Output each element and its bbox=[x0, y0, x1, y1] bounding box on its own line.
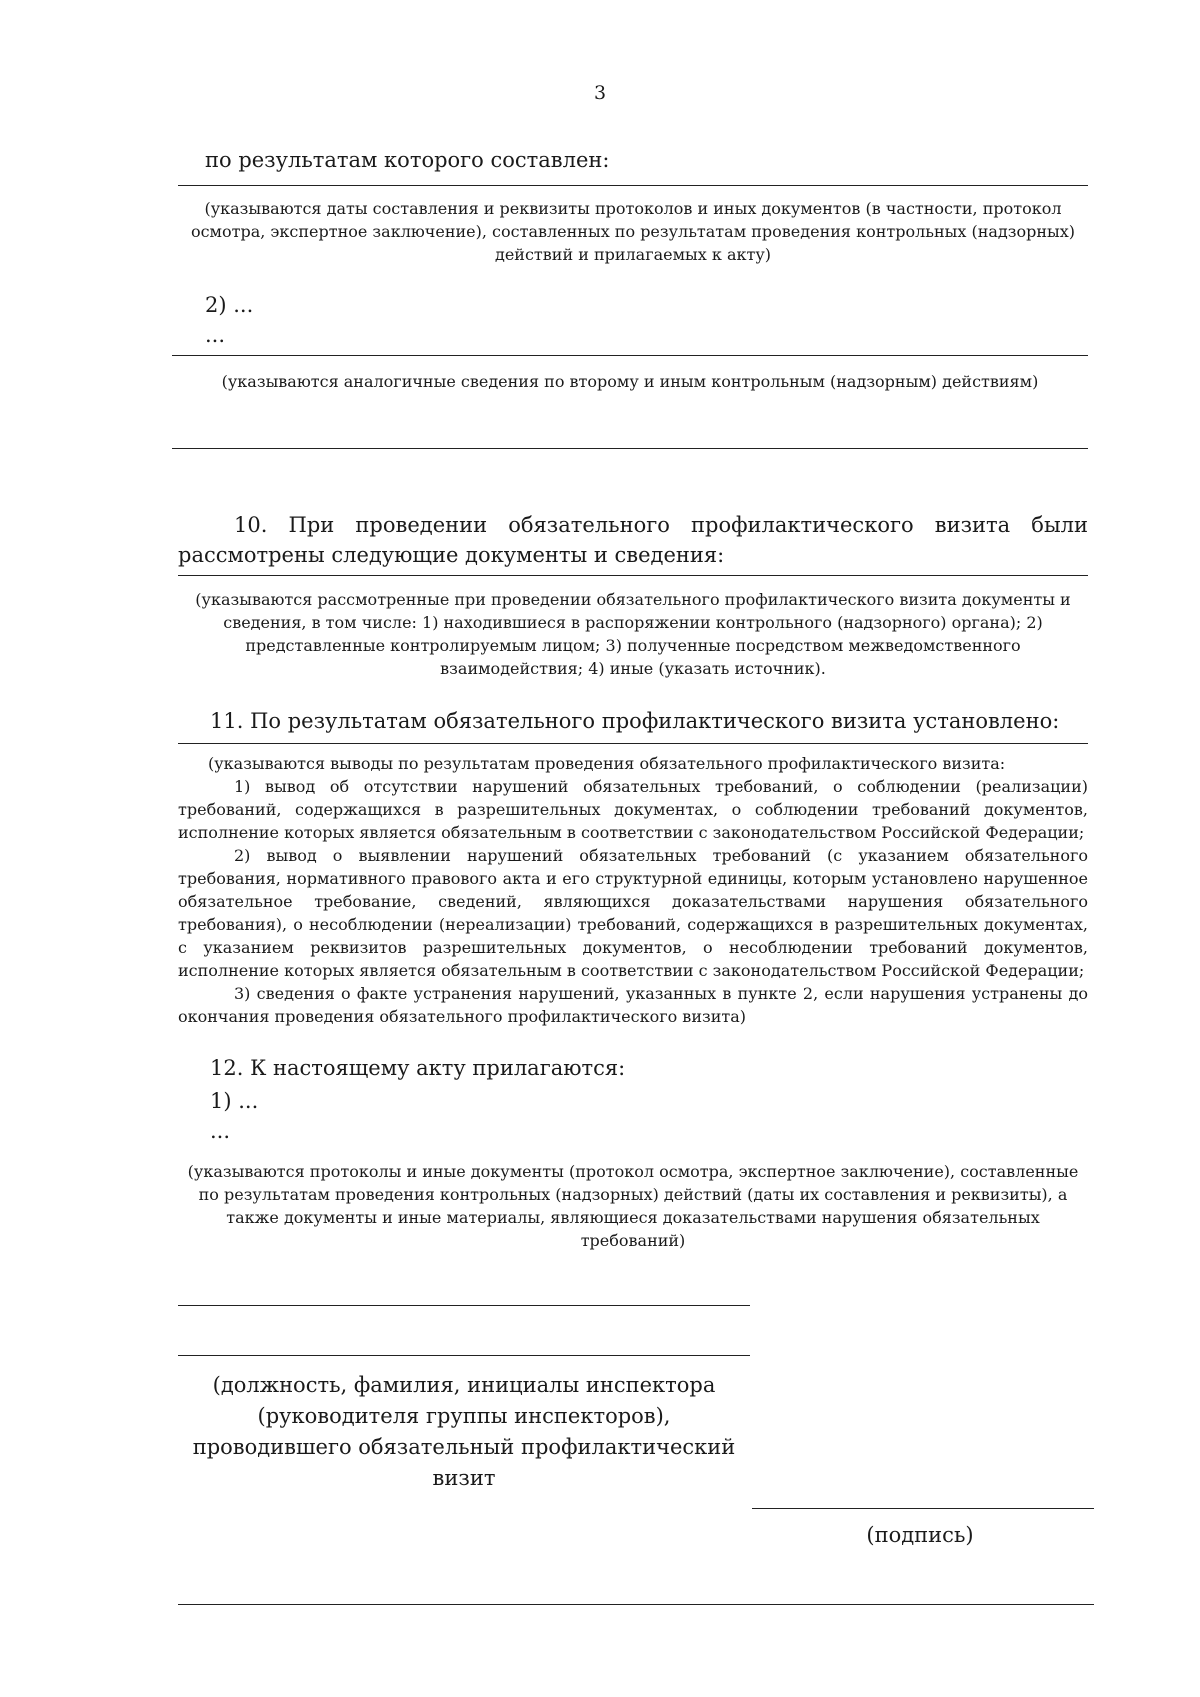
bottom-line bbox=[178, 1604, 1094, 1605]
signature-caption: (подпись) bbox=[866, 1523, 974, 1547]
inspector-caption: (должность, фамилия, инициалы инспектора (руководителя группы инспекторов), проводившего обязательный профилактический визит bbox=[192, 1373, 736, 1490]
signature-line bbox=[178, 1355, 750, 1356]
note-paragraph-3: 3) сведения о факте устранения нарушений, указанных в пункте 2, если нарушения устранены до окончания проведения обязательного профилактического визита) bbox=[178, 984, 1088, 1026]
fill-line bbox=[172, 448, 1088, 449]
note-paragraph-1: 1) вывод об отсутствии нарушений обязательных требований, о соблюдении (реализации) требований, содержащихся в разрешительных документах, о соблюдении требований документов, исполнение которых является обязательным в соответствии с законодательством Российской Федерации; bbox=[178, 777, 1088, 842]
list-item-1: 1) ... bbox=[210, 1089, 259, 1113]
ellipsis: ... bbox=[210, 1119, 231, 1143]
section-10-note: (указываются рассмотренные при проведении обязательного профилактического визита документы и сведения, в том числе: 1) находившиеся в распоряжении контрольного (надзорного) органа); 2) представленные контролируемым лицом; 3) полученные посредством межведомственного взаимодействия; 4) иные (указать источник). bbox=[195, 590, 1071, 678]
similar-info-note: (указываются аналогичные сведения по второму и иным контрольным (надзорным) действиям) bbox=[221, 372, 1039, 391]
signature-line bbox=[752, 1508, 1094, 1509]
note-paragraph-2: 2) вывод о выявлении нарушений обязательных требований (с указанием обязательного требования, нормативного правового акта и его структурной единицы, которым установлено нарушенное обязательное требование, сведений, являющихся доказательствами нарушения обязательного требования), о несоблюдении (нереализации) требований, содержащихся в разрешительных документах, с указанием реквизитов разрешительных документов, о несоблюдении требований документов, исполнение которых является обязательным в соответствии с законодательством Российской Федерации; bbox=[178, 846, 1088, 980]
attachments-note: (указываются протоколы и иные документы (протокол осмотра, экспертное заключение), составленные по результатам проведения контрольных (надзорных) действий (даты их составления и реквизиты), а также документы и иные материалы, являющиеся доказательствами нарушения обязательных требований) bbox=[187, 1162, 1079, 1250]
signature-line bbox=[178, 1305, 750, 1306]
fill-line bbox=[178, 575, 1088, 576]
list-item-2: 2) ... bbox=[205, 293, 254, 317]
section-12-heading: 12. К настоящему акту прилагаются: bbox=[210, 1056, 626, 1080]
page-number: 3 bbox=[593, 82, 607, 104]
fill-line bbox=[178, 743, 1088, 744]
note-lead: (указываются выводы по результатам проведения обязательного профилактического визита: bbox=[208, 754, 1006, 773]
fill-line bbox=[178, 185, 1088, 186]
section-10-heading: 10. При проведении обязательного профилактического визита были рассмотрены следующие документы и сведения: bbox=[178, 513, 1088, 567]
fill-line bbox=[172, 355, 1088, 356]
ellipsis: ... bbox=[205, 323, 226, 347]
protocols-note: (указываются даты составления и реквизиты протоколов и иных документов (в частности, протокол осмотра, экспертное заключение), составленных по результатам проведения контрольных (надзорных) действий и прилагаемых к акту) bbox=[190, 199, 1076, 264]
section-11-note bbox=[178, 752, 1088, 1028]
section-11-heading: 11. По результатам обязательного профилактического визита установлено: bbox=[210, 709, 1060, 733]
results-lead: по результатам которого составлен: bbox=[205, 148, 610, 172]
